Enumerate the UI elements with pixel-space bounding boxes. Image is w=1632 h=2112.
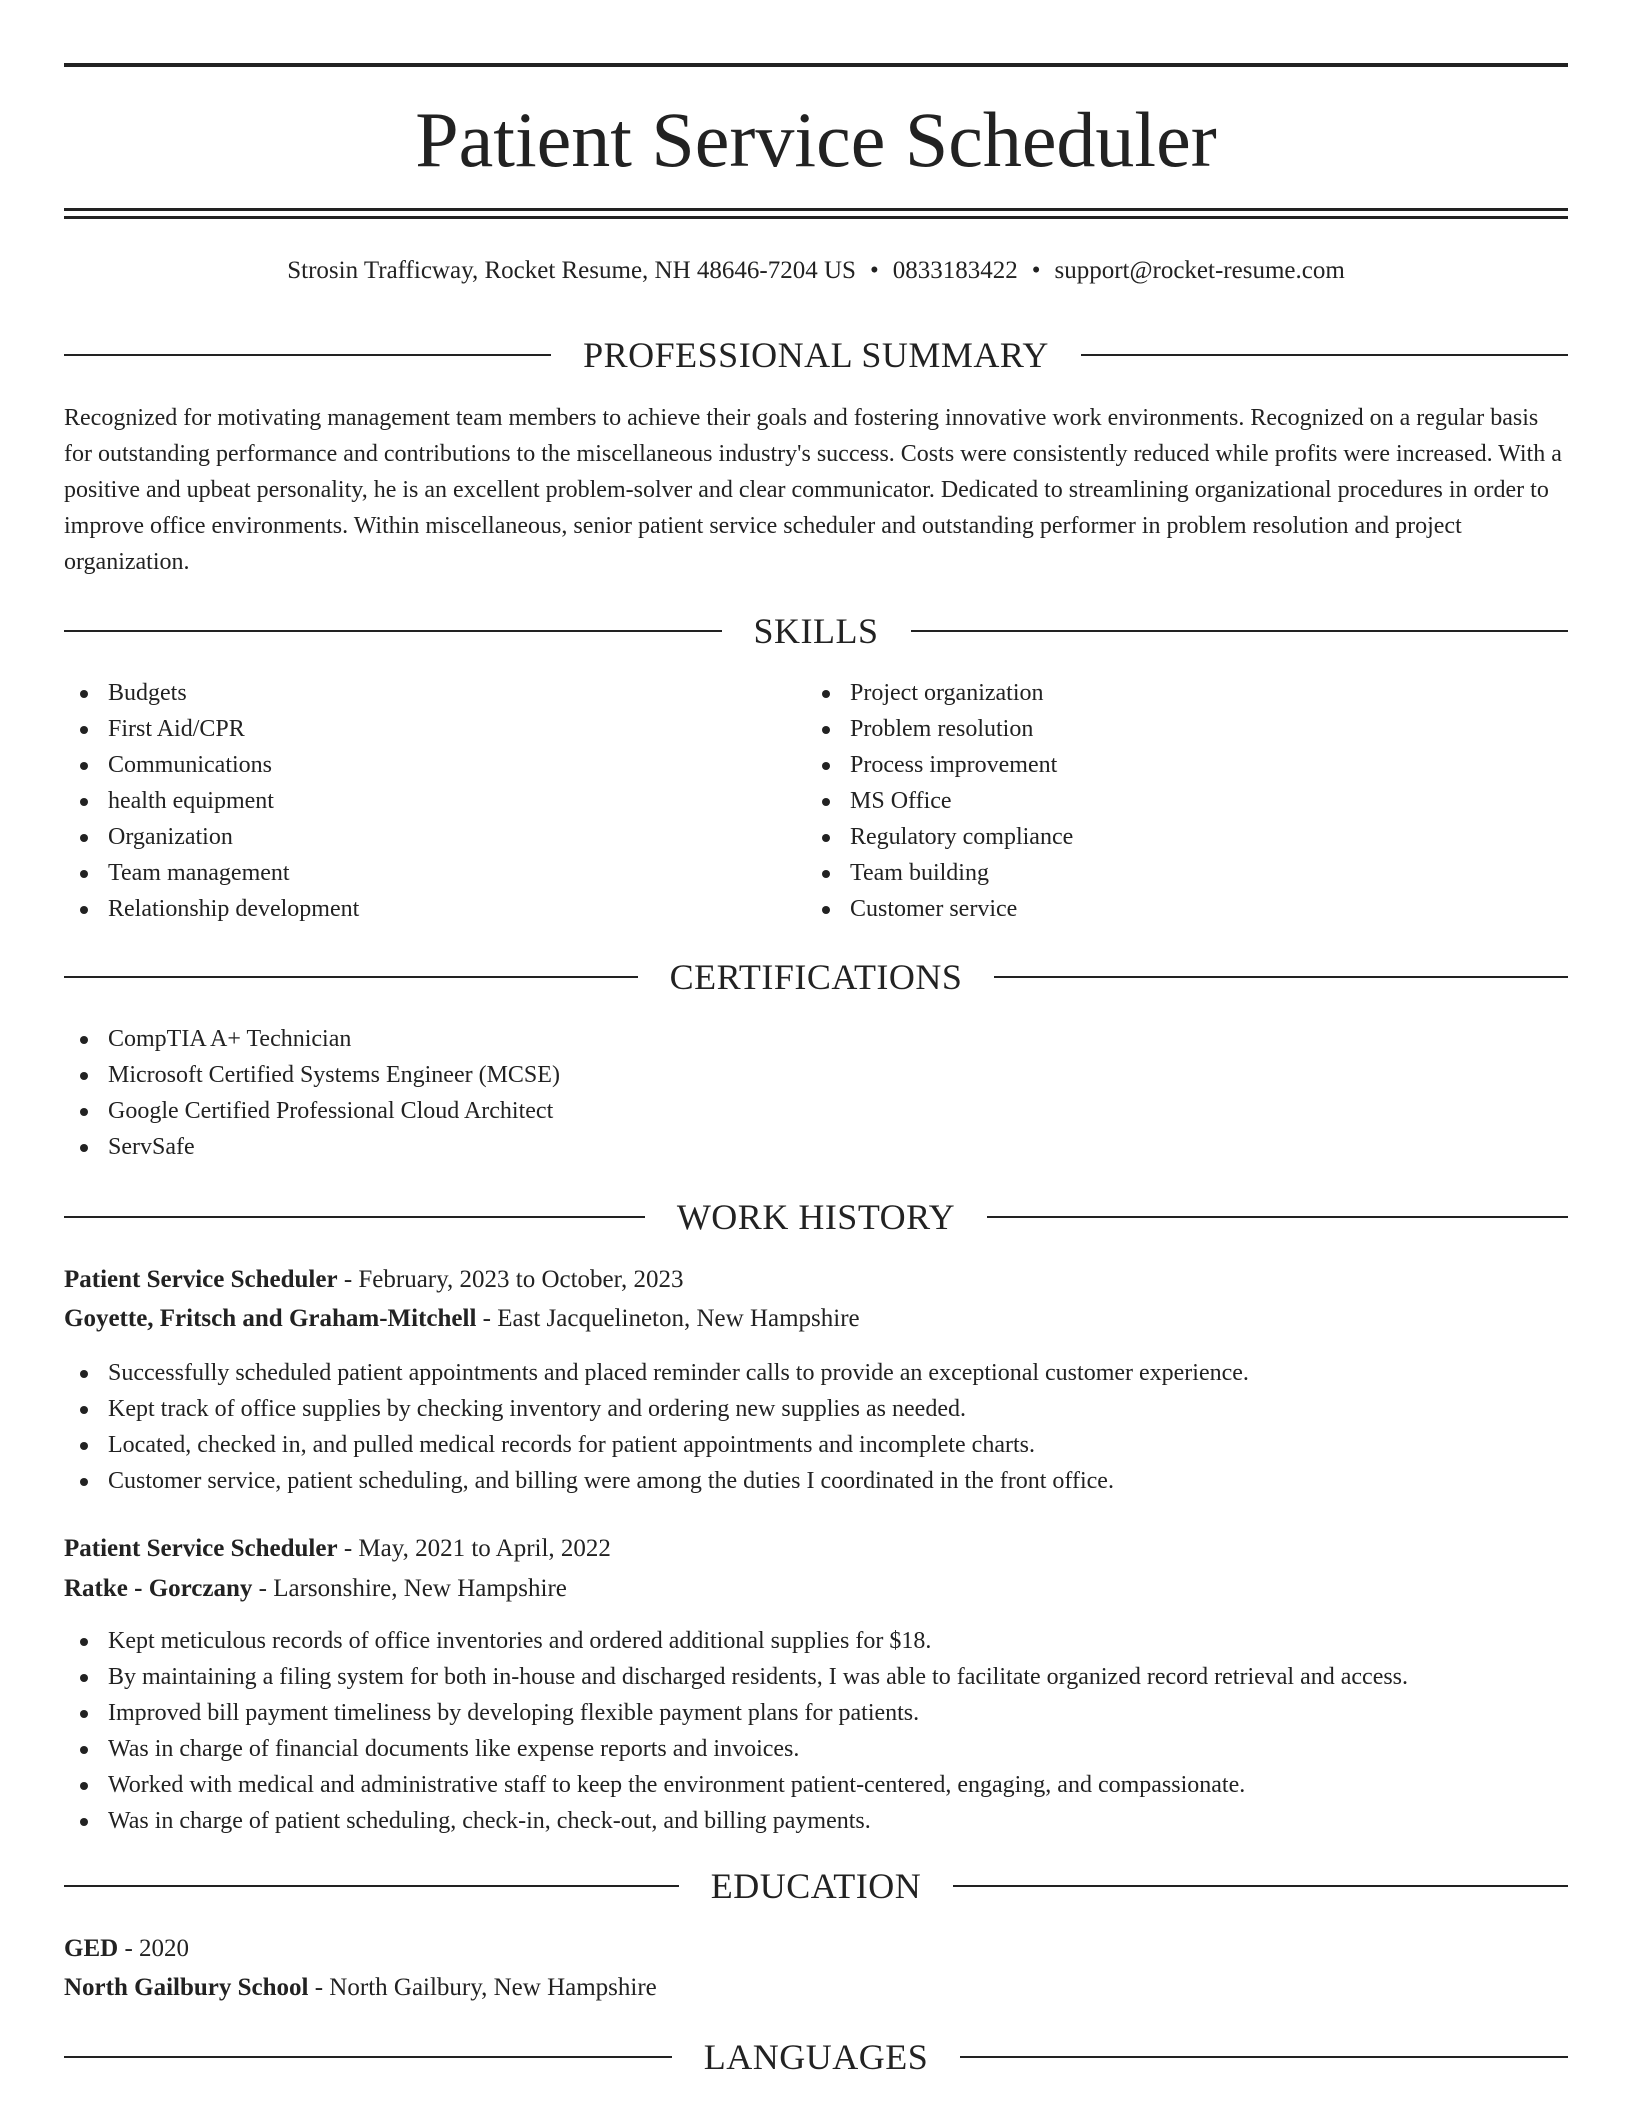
summary-paragraph: Recognized for motivating management team members to achieve their goals and fostering innovative work environments. Recognized on a regular basis for outstanding performance and contributions to the miscellaneous industry's success. Costs were consistently reduced while profits were increased. With a positive and upbeat personality, he is an excellent problem-solver and clear communicator. Dedicated to streamlining organizational procedures in order to improve office environments. Within miscellaneous, senior patient service scheduler and outstanding performer in problem resolution and project organization.	[64, 405, 1562, 575]
section-rule-right	[994, 976, 1568, 978]
education-degree: GED	[64, 1935, 119, 1962]
section-header-languages	[64, 2035, 1568, 2079]
section-rule-right	[960, 2056, 1568, 2058]
job-location: - Larsonshire, New Hampshire	[252, 1575, 567, 1602]
skill-item: Team building	[806, 855, 1073, 891]
title-double-rule-upper	[64, 208, 1568, 211]
duty-item: Worked with medical and administrative staff to keep the environment patient-centered, engaging, and compassionate.	[64, 1767, 1408, 1803]
skill-item: Regulatory compliance	[806, 819, 1073, 855]
contact-line	[64, 254, 1568, 288]
skill-item: MS Office	[806, 783, 1073, 819]
section-rule-left	[64, 630, 722, 632]
section-header-education	[64, 1864, 1568, 1908]
skill-item: Customer service	[806, 891, 1073, 927]
top-rule	[64, 63, 1568, 67]
education-location: - North Gailbury, New Hampshire	[308, 1974, 657, 2001]
section-rule-left	[64, 976, 638, 978]
certification-item: CompTIA A+ Technician	[64, 1021, 560, 1057]
job-title: Patient Service Scheduler	[64, 1535, 338, 1562]
skill-item: Communications	[64, 747, 359, 783]
skill-item: Project organization	[806, 675, 1073, 711]
skills-list-left	[64, 675, 359, 927]
skill-item: Process improvement	[806, 747, 1073, 783]
section-rule-left	[64, 354, 551, 356]
contact-email: support@rocket-resume.com	[1054, 257, 1345, 284]
section-title: SKILLS	[753, 611, 879, 651]
skill-item: Organization	[64, 819, 359, 855]
skill-item: Team management	[64, 855, 359, 891]
certification-item: Google Certified Professional Cloud Architect	[64, 1093, 560, 1129]
section-rule-right	[1081, 354, 1568, 356]
job-company: Goyette, Fritsch and Graham-Mitchell	[64, 1305, 477, 1332]
duty-item: Was in charge of financial documents like expense reports and invoices.	[64, 1731, 1408, 1767]
section-rule-left	[64, 1885, 679, 1887]
job-duties-list	[64, 1623, 1408, 1839]
section-rule-right	[987, 1216, 1568, 1218]
skill-item: Problem resolution	[806, 711, 1073, 747]
duty-item: Improved bill payment timeliness by developing flexible payment plans for patients.	[64, 1695, 1408, 1731]
job-company-line	[64, 1571, 567, 1607]
contact-phone: 0833183422	[892, 257, 1018, 284]
certification-item: ServSafe	[64, 1129, 560, 1165]
certifications-list	[64, 1021, 560, 1165]
skills-list-right	[806, 675, 1073, 927]
job-title: Patient Service Scheduler	[64, 1266, 338, 1293]
job-company-line	[64, 1301, 860, 1337]
section-rule-left	[64, 2056, 672, 2058]
title-double-rule-lower	[64, 216, 1568, 219]
section-title: LANGUAGES	[703, 2037, 929, 2077]
job-location: - East Jacquelineton, New Hampshire	[476, 1305, 860, 1332]
skill-item: health equipment	[64, 783, 359, 819]
contact-address: Strosin Trafficway, Rocket Resume, NH 48646-7204 US	[287, 257, 856, 284]
duty-item: Customer service, patient scheduling, and billing were among the duties I coordinated in the front office.	[64, 1463, 1249, 1499]
job-title-line	[64, 1262, 683, 1298]
section-header-work-history	[64, 1195, 1568, 1239]
job-company: Ratke - Gorczany	[64, 1575, 253, 1602]
skill-item: First Aid/CPR	[64, 711, 359, 747]
skill-item: Budgets	[64, 675, 359, 711]
section-header-summary	[64, 333, 1568, 377]
section-rule-right	[953, 1885, 1568, 1887]
duty-item: By maintaining a filing system for both in-house and discharged residents, I was able to facilitate organized record retrieval and access.	[64, 1659, 1408, 1695]
contact-separator: •	[869, 257, 879, 284]
section-title: CERTIFICATIONS	[669, 957, 963, 997]
education-degree-line	[64, 1931, 189, 1967]
section-title: WORK HISTORY	[676, 1197, 956, 1237]
section-title: PROFESSIONAL SUMMARY	[583, 335, 1049, 375]
education-school-line	[64, 1970, 657, 2006]
skill-item: Relationship development	[64, 891, 359, 927]
job-dates: - February, 2023 to October, 2023	[337, 1266, 684, 1293]
resume-title: Patient Service Scheduler	[415, 96, 1217, 183]
contact-separator: •	[1031, 257, 1041, 284]
section-header-certifications	[64, 955, 1568, 999]
duty-item: Kept meticulous records of office inventories and ordered additional supplies for $18.	[64, 1623, 1408, 1659]
job-duties-list	[64, 1355, 1249, 1499]
section-header-skills	[64, 609, 1568, 653]
section-rule-right	[911, 630, 1569, 632]
duty-item: Successfully scheduled patient appointments and placed reminder calls to provide an exceptional customer experience.	[64, 1355, 1249, 1391]
duty-item: Located, checked in, and pulled medical records for patient appointments and incomplete charts.	[64, 1427, 1249, 1463]
job-dates: - May, 2021 to April, 2022	[337, 1535, 611, 1562]
job-title-line	[64, 1531, 611, 1567]
education-school: North Gailbury School	[64, 1974, 309, 2001]
duty-item: Was in charge of patient scheduling, check-in, check-out, and billing payments.	[64, 1803, 1408, 1839]
duty-item: Kept track of office supplies by checking inventory and ordering new supplies as needed.	[64, 1391, 1249, 1427]
education-year: - 2020	[118, 1935, 190, 1962]
section-title: EDUCATION	[710, 1866, 922, 1906]
certification-item: Microsoft Certified Systems Engineer (MCSE)	[64, 1057, 560, 1093]
section-rule-left	[64, 1216, 645, 1218]
